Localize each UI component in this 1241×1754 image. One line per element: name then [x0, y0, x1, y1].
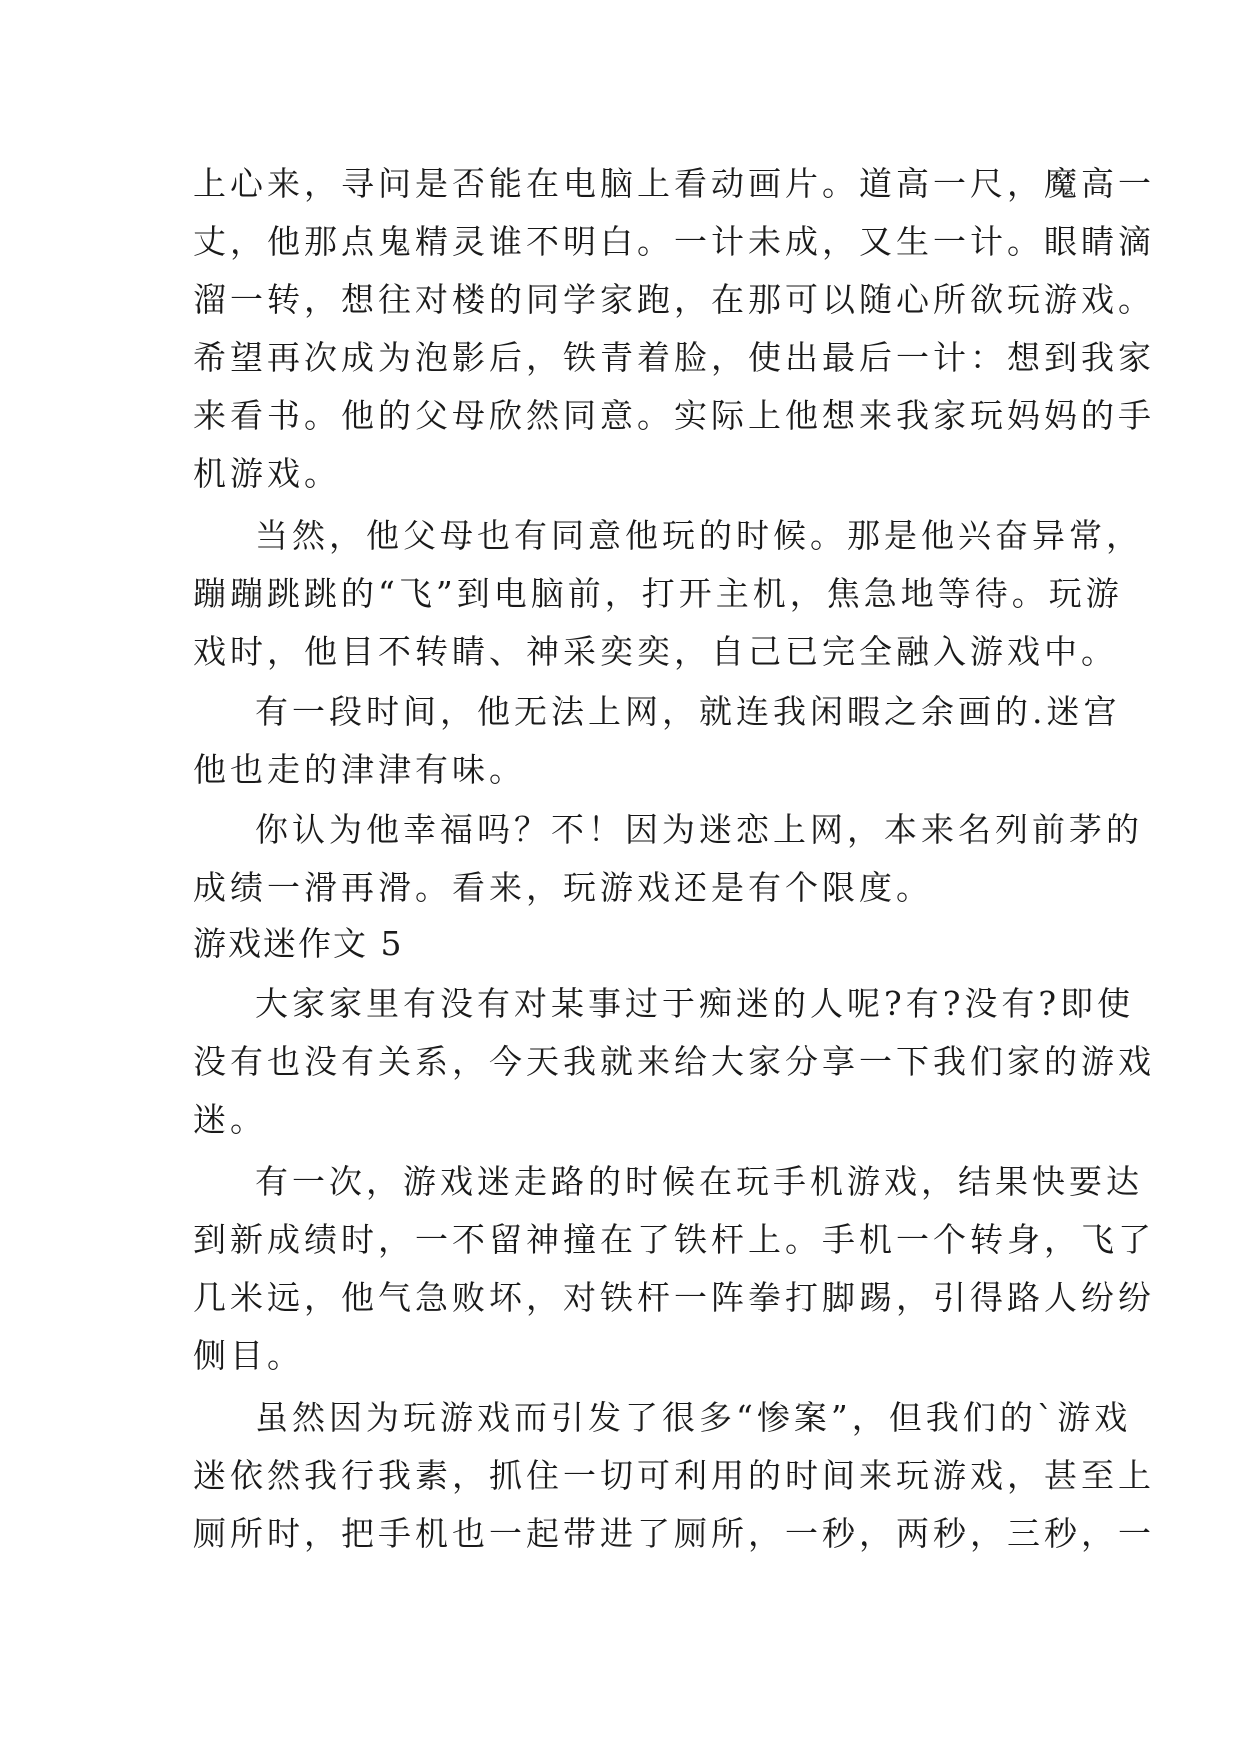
text-line: 大家家里有没有对某事过于痴迷的人呢?有?没有?即使	[255, 984, 1135, 1023]
text-line: 几米远，他气急败坏，对铁杆一阵拳打脚踢，引得路人纷纷	[193, 1278, 1155, 1317]
text-line: 到新成绩时，一不留神撞在了铁杆上。手机一个转身，飞了	[193, 1220, 1155, 1259]
text-line: 有一段时间，他无法上网，就连我闲暇之余画的.迷宫	[255, 692, 1121, 731]
text-line: 他也走的津津有味。	[193, 750, 526, 789]
section-heading: 游戏迷作文 5	[193, 924, 404, 963]
text-line: 有一次，游戏迷走路的时候在玩手机游戏，结果快要达	[255, 1162, 1143, 1201]
text-line: 丈，他那点鬼精灵谁不明白。一计未成，又生一计。眼睛滴	[193, 222, 1155, 261]
text-line: 来看书。他的父母欣然同意。实际上他想来我家玩妈妈的手	[193, 396, 1155, 435]
text-line: 没有也没有关系，今天我就来给大家分享一下我们家的游戏	[193, 1042, 1155, 1081]
text-line: 虽然因为玩游戏而引发了很多“惨案”，但我们的`游戏	[255, 1398, 1132, 1437]
text-line: 当然，他父母也有同意他玩的时候。那是他兴奋异常，	[255, 516, 1143, 555]
text-line: 迷依然我行我素，抓住一切可利用的时间来玩游戏，甚至上	[193, 1456, 1155, 1495]
text-line: 溜一转，想往对楼的同学家跑，在那可以随心所欲玩游戏。	[193, 280, 1155, 319]
text-line: 机游戏。	[193, 454, 341, 493]
text-line: 厕所时，把手机也一起带进了厕所，一秒，两秒，三秒，一	[193, 1514, 1155, 1553]
text-line: 侧目。	[193, 1336, 304, 1375]
text-line: 迷。	[193, 1100, 267, 1139]
text-line: 希望再次成为泡影后，铁青着脸，使出最后一计：想到我家	[193, 338, 1155, 377]
text-line: 上心来，寻问是否能在电脑上看动画片。道高一尺，魔高一	[193, 164, 1155, 203]
text-line: 戏时，他目不转睛、神采奕奕，自己已完全融入游戏中。	[193, 632, 1118, 671]
text-line: 成绩一滑再滑。看来，玩游戏还是有个限度。	[193, 868, 933, 907]
text-line: 蹦蹦跳跳的“飞”到电脑前，打开主机，焦急地等待。玩游	[193, 574, 1123, 613]
text-line: 你认为他幸福吗？不！因为迷恋上网，本来名列前茅的	[255, 810, 1143, 849]
